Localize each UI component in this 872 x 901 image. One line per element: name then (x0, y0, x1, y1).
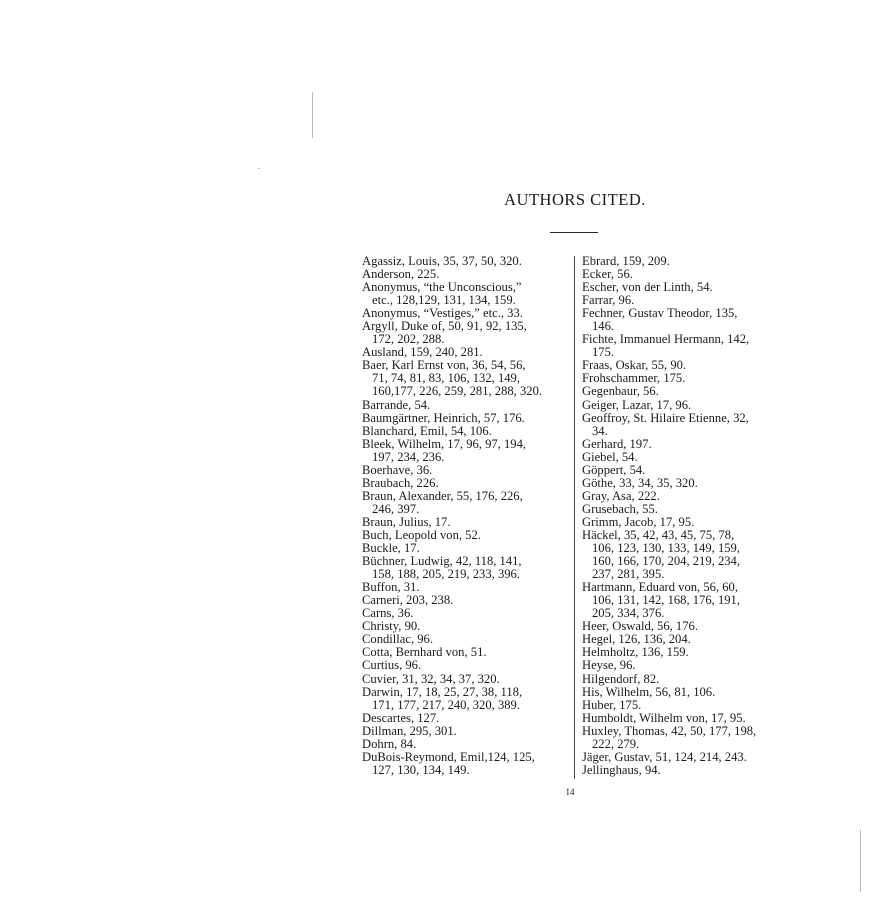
index-entry: His, Wilhelm, 56, 81, 106. (582, 684, 716, 699)
index-entry: Heer, Oswald, 56, 176. (582, 619, 698, 634)
index-entry: Gegenbaur, 56. (582, 384, 659, 399)
index-entry: Farrar, 96. (582, 293, 635, 308)
scan-mark (312, 92, 313, 138)
right-column (582, 255, 782, 777)
index-entry: Hilgendorf, 82. (582, 671, 660, 686)
index-entry-continuation: 146. (592, 319, 615, 334)
index-entry: Barrande, 54. (362, 397, 431, 412)
column-divider (574, 256, 575, 779)
index-entry: Grusebach, 55. (582, 501, 658, 516)
index-entry-continuation: 175. (592, 345, 615, 360)
index-entry: Huxley, Thomas, 42, 50, 177, 198, (582, 723, 757, 738)
index-entry-continuation: 171, 177, 217, 240, 320, 389. (372, 697, 520, 712)
index-entry-continuation: 246, 397. (372, 501, 420, 516)
index-entry: Carns, 36. (362, 606, 414, 621)
index-entry: Buckle, 17. (362, 541, 420, 556)
index-entry: Göthe, 33, 34, 35, 320. (582, 475, 698, 490)
index-entry: Geiger, Lazar, 17, 96. (582, 397, 692, 412)
scan-mark (860, 830, 861, 892)
index-entry: Braubach, 226. (362, 475, 439, 490)
index-entry: Jäger, Gustav, 51, 124, 214, 243. (582, 749, 747, 764)
index-entry: Fraas, Oskar, 55, 90. (582, 358, 687, 373)
index-entry-continuation: 197, 234, 236. (372, 449, 445, 464)
index-entry-continuation: 160,177, 226, 259, 281, 288, 320. (372, 384, 543, 399)
index-entry: Grimm, Jacob, 17, 95. (582, 514, 695, 529)
title-rule (550, 232, 598, 233)
index-entry: Christy, 90. (362, 619, 421, 634)
index-entry: Hartmann, Eduard von, 56, 60, (582, 580, 738, 595)
index-entry-continuation: 172, 202, 288. (372, 332, 445, 347)
index-entry: Cotta, Bernhard von, 51. (362, 645, 487, 660)
index-entry: Jellinghaus, 94. (582, 762, 661, 777)
index-entry: Descartes, 127. (362, 710, 440, 725)
index-entry-continuation: etc., 128,129, 131, 134, 159. (372, 293, 516, 308)
index-entry: Curtius, 96. (362, 658, 422, 673)
page-number: 14 (565, 787, 575, 797)
index-entry: Fichte, Immanuel Hermann, 142, (582, 332, 750, 347)
index-entry: Heyse, 96. (582, 658, 636, 673)
index-entry: Anonymus, “the Unconscious,” (362, 280, 522, 295)
index-entry: Blanchard, Emil, 54, 106. (362, 423, 492, 438)
index-entry: Anderson, 225. (362, 267, 440, 282)
index-entry: Escher, von der Linth, 54. (582, 280, 713, 295)
index-entry-continuation: 106, 131, 142, 168, 176, 191, (592, 593, 740, 608)
index-entry: Argyll, Duke of, 50, 91, 92, 135, (362, 319, 527, 334)
index-entry: Dohrn, 84. (362, 736, 417, 751)
index-entry: Buch, Leopold von, 52. (362, 527, 481, 542)
index-entry-continuation: 34. (592, 423, 608, 438)
index-entry: Frohschammer, 175. (582, 371, 686, 386)
index-entry-continuation: 222, 279. (592, 736, 640, 751)
left-column (362, 255, 570, 777)
index-entry: Helmholtz, 136, 159. (582, 645, 689, 660)
index-entry: Gerhard, 197. (582, 436, 652, 451)
index-entry: Büchner, Ludwig, 42, 118, 141, (362, 554, 522, 569)
index-entry: Baumgärtner, Heinrich, 57, 176. (362, 410, 525, 425)
index-entry-continuation: 127, 130, 134, 149. (372, 762, 470, 777)
index-entry-continuation: 71, 74, 81, 83, 106, 132, 149, (372, 371, 520, 386)
index-entry: Boerhave, 36. (362, 462, 433, 477)
index-entry: Baer, Karl Ernst von, 36, 54, 56, (362, 358, 526, 373)
index-entry: Humboldt, Wilhelm von, 17, 95. (582, 710, 746, 725)
index-entry: Ecker, 56. (582, 267, 633, 282)
index-entry: Carneri, 203, 238. (362, 593, 454, 608)
index-entry: Agassiz, Louis, 35, 37, 50, 320. (362, 254, 522, 268)
index-entry: Ebrard, 159, 209. (582, 254, 670, 268)
index-entry: Gray, Asa, 222. (582, 488, 660, 503)
index-entry: Darwin, 17, 18, 25, 27, 38, 118, (362, 684, 523, 699)
index-entry: Anonymus, “Vestiges,” etc., 33. (362, 306, 523, 321)
index-entry: Hegel, 126, 136, 204. (582, 632, 691, 647)
page-title: AUTHORS CITED. (504, 190, 646, 209)
index-entry: Göppert, 54. (582, 462, 646, 477)
index-entry-continuation: 106, 123, 130, 133, 149, 159, (592, 541, 740, 556)
index-entry-continuation: 160, 166, 170, 204, 219, 234, (592, 554, 740, 569)
index-entry: Cuvier, 31, 32, 34, 37, 320. (362, 671, 500, 686)
index-entry: Dillman, 295, 301. (362, 723, 457, 738)
index-entry: Buffon, 31. (362, 580, 420, 595)
index-entry: Fechner, Gustav Theodor, 135, (582, 306, 738, 321)
index-entry: Giebel, 54. (582, 449, 638, 464)
scan-mark (258, 168, 260, 169)
index-entry: Braun, Julius, 17. (362, 514, 451, 529)
index-entry: Bleek, Wilhelm, 17, 96, 97, 194, (362, 436, 527, 451)
index-entry-continuation: 205, 334, 376. (592, 606, 665, 621)
index-entry: Ausland, 159, 240, 281. (362, 345, 483, 360)
index-entry-continuation: 158, 188, 205, 219, 233, 396. (372, 567, 520, 582)
index-entry: Condillac, 96. (362, 632, 434, 647)
index-entry-continuation: 237, 281, 395. (592, 567, 665, 582)
index-entry: Geoffroy, St. Hilaire Etienne, 32, (582, 410, 749, 425)
index-entry: Braun, Alexander, 55, 176, 226, (362, 488, 523, 503)
index-entry: Huber, 175. (582, 697, 642, 712)
index-entry: Häckel, 35, 42, 43, 45, 75, 78, (582, 527, 735, 542)
index-entry: DuBois-Reymond, Emil,124, 125, (362, 749, 535, 764)
